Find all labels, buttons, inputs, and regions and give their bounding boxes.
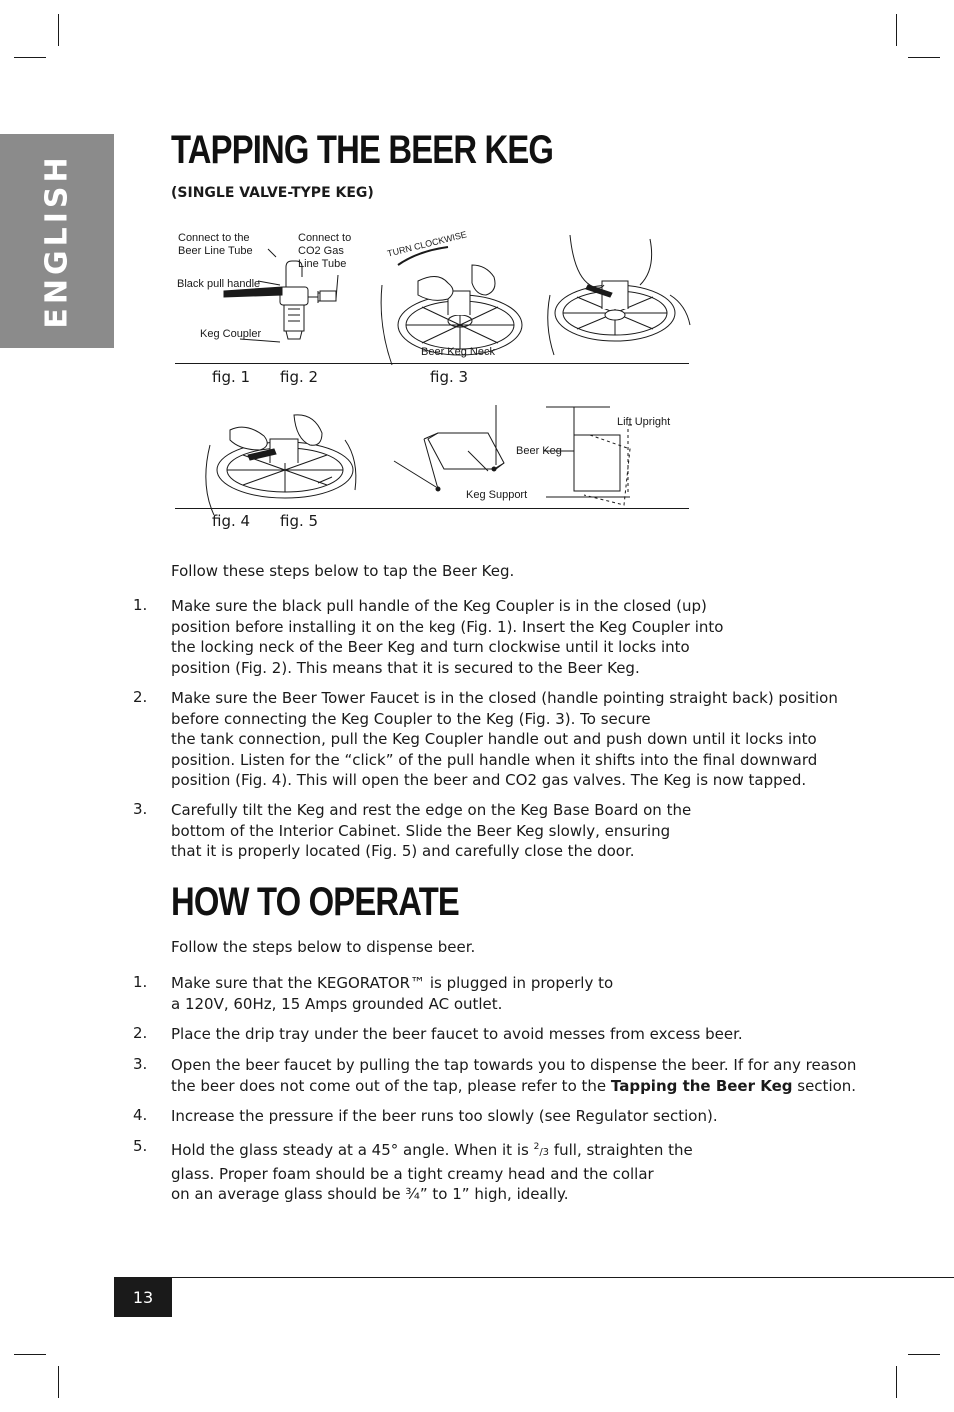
callout-beer-line: Connect to the Beer Line Tube [178, 232, 253, 257]
callout-keg-coupler: Keg Coupler [200, 328, 262, 340]
tapping-step-1 [171, 596, 723, 678]
keg-handle-drawing [548, 235, 690, 355]
crop-mark [58, 14, 59, 46]
step-text: full, straighten the [549, 1141, 693, 1159]
tapping-intro: Follow these steps below to tap the Beer Keg. [171, 562, 515, 580]
crop-mark [896, 1366, 897, 1398]
language-tab [0, 134, 114, 348]
step-line: Increase the pressure if the beer runs too slowly (see Regulator section). [171, 1107, 718, 1125]
crop-mark [58, 1366, 59, 1398]
step-line: Make sure the black pull handle of the Keg Coupler is in the closed (up) [171, 597, 707, 615]
fraction-numerator: 2 [533, 1142, 540, 1152]
step-line: position (Fig. 2). This means that it is secured to the Beer Keg. [171, 658, 640, 677]
footer-rule [114, 1277, 954, 1278]
fig-label-1: fig. 1 [212, 368, 251, 386]
step-line: the tank connection, pull the Keg Coupler handle out and push down until it locks into [171, 730, 817, 748]
step-line: position. Listen for the “click” of the pull handle when it shifts into the final downward [171, 750, 818, 769]
step-line: a 120V, 60Hz, 15 Amps grounded AC outlet. [171, 994, 503, 1013]
crop-mark [896, 14, 897, 46]
step-number: 3. [133, 1055, 148, 1073]
operate-intro: Follow the steps below to dispense beer. [171, 938, 476, 956]
step-line: Make sure that the KEGORATOR™ is plugged in properly to [171, 974, 614, 992]
crop-mark [14, 1354, 46, 1355]
fraction-denominator: /3 [539, 1147, 550, 1158]
step-line: before connecting the Keg Coupler to the Keg (Fig. 3). To secure [171, 709, 651, 728]
figure-divider [175, 363, 689, 364]
step-line: the locking neck of the Beer Keg and turn clockwise until it locks into [171, 638, 690, 656]
step-text: section. [792, 1076, 857, 1095]
step-line: position (Fig. 4). This will open the beer and CO2 gas valves. The Keg is now tapped. [171, 771, 807, 789]
figure-divider [175, 508, 689, 509]
operate-step-1 [171, 973, 613, 1014]
step-number: 1. [133, 973, 148, 991]
step-number: 1. [133, 596, 148, 614]
step-line: Make sure the Beer Tower Faucet is in the closed (handle pointing straight back) position [171, 689, 838, 707]
section-subtitle: (SINGLE VALVE-TYPE KEG) [171, 185, 374, 201]
keg-push-drawing [206, 415, 356, 515]
step-line: Carefully tilt the Keg and rest the edge on the Keg Base Board on the [171, 801, 692, 819]
step-number: 4. [133, 1106, 148, 1124]
crop-mark [908, 1354, 940, 1355]
callout-co2: Connect to CO2 Gas Line Tube [298, 232, 352, 270]
section-reference: Tapping the Beer Keg [610, 1076, 793, 1095]
step-line: position before installing it on the keg (Fig. 1). Insert the Keg Coupler into [171, 617, 724, 636]
crop-mark [14, 57, 46, 58]
step-text: the beer does not come out of the tap, please refer to the [171, 1076, 611, 1095]
section-title-tapping: TAPPING THE BEER KEG [171, 128, 554, 172]
operate-step-3 [171, 1055, 856, 1096]
step-line: Place the drip tray under the beer faucet to avoid messes from excess beer. [171, 1025, 743, 1043]
step-line: bottom of the Interior Cabinet. Slide the Beer Keg slowly, ensuring [171, 821, 671, 840]
step-number: 2. [133, 1024, 148, 1042]
operate-step-5 [171, 1137, 693, 1205]
section-title-operate: HOW TO OPERATE [171, 880, 459, 924]
fig-label-4: fig. 4 [212, 512, 251, 530]
fig-label-2: fig. 2 [280, 368, 319, 386]
operate-step-2 [171, 1024, 743, 1045]
step-line: glass. Proper foam should be a tight creamy head and the collar [171, 1164, 654, 1183]
step-line: that it is properly located (Fig. 5) and carefully close the door. [171, 842, 635, 860]
fig-label-5: fig. 5 [280, 512, 319, 530]
page-number: 13 [132, 1287, 154, 1307]
tapping-step-2 [171, 688, 838, 791]
callout-keg-neck: Beer Keg Neck [421, 346, 495, 358]
callout-turn-clockwise: TURN CLOCKWISE [386, 229, 468, 259]
tapping-step-3 [171, 800, 691, 862]
callout-pull-handle: Black pull handle [177, 278, 261, 290]
step-number: 2. [133, 688, 148, 706]
callout-lift-upright: Lift Upright [617, 416, 671, 428]
callout-keg-support: Keg Support [466, 489, 528, 501]
operate-step-4 [171, 1106, 718, 1127]
callout-beer-keg: Beer Keg [516, 445, 562, 457]
step-number: 5. [133, 1137, 148, 1155]
fig-label-3: fig. 3 [430, 368, 469, 386]
step-text: Hold the glass steady at a 45° angle. When it is [171, 1141, 534, 1159]
step-line [171, 1076, 856, 1097]
step-line: on an average glass should be ¾” to 1” high, ideally. [171, 1185, 569, 1203]
page-number-box [114, 1277, 172, 1317]
step-number: 3. [133, 800, 148, 818]
step-line [171, 1137, 693, 1164]
crop-mark [908, 57, 940, 58]
language-tab-label: ENGLISH [39, 153, 75, 329]
step-line: Open the beer faucet by pulling the tap towards you to dispense the beer. If for any reason [171, 1056, 857, 1074]
